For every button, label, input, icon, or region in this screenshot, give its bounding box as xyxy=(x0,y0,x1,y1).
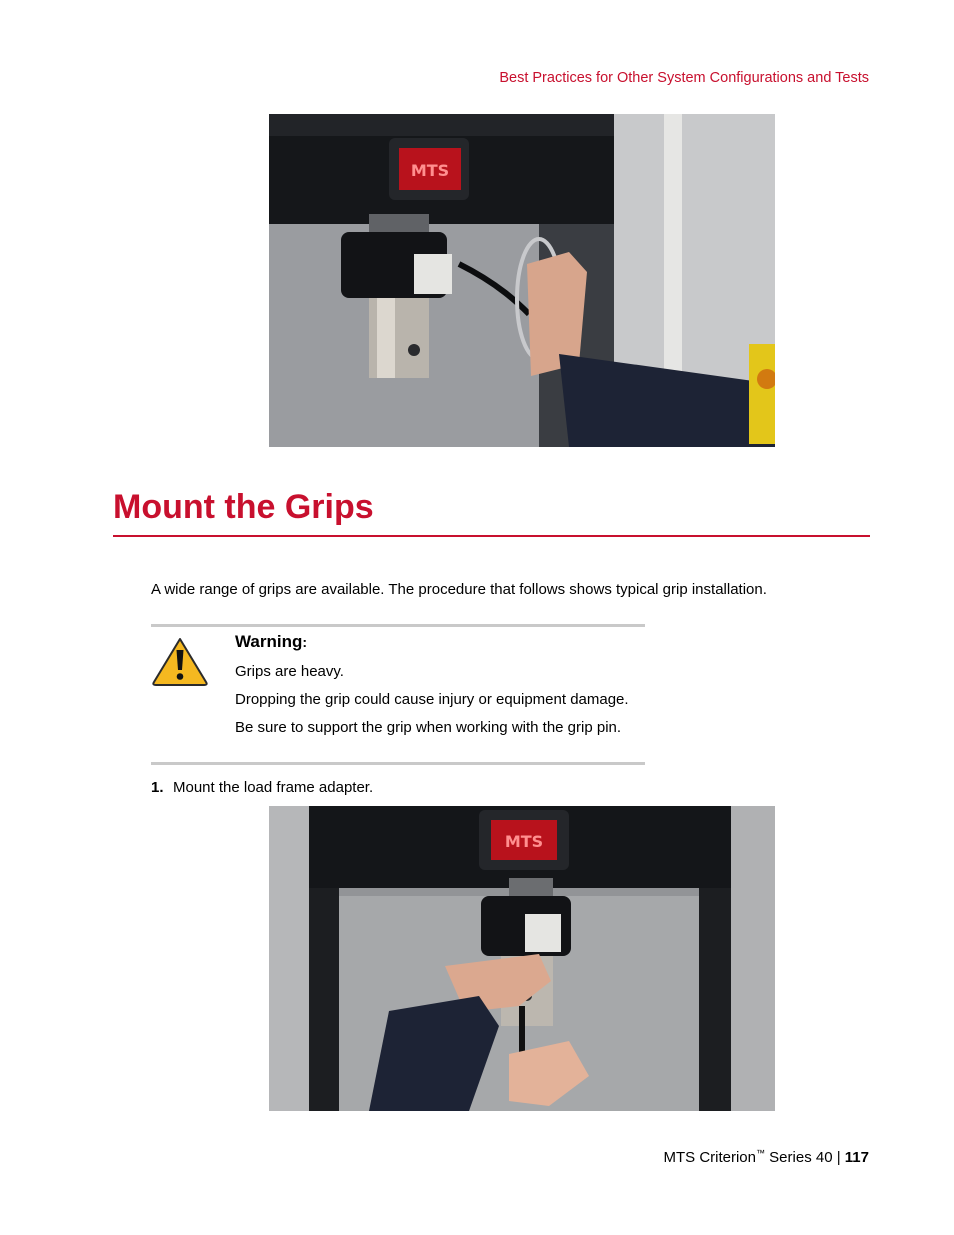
footer-series: Series 40 xyxy=(769,1149,833,1166)
warning-label xyxy=(235,632,307,652)
load-cell-photo xyxy=(269,114,775,447)
section-title: Mount the Grips xyxy=(113,488,374,526)
warning-line-1: Grips are heavy. xyxy=(235,663,344,680)
warning-bottom-rule xyxy=(151,762,645,765)
step-number: 1. xyxy=(151,779,164,796)
trademark-symbol: ™ xyxy=(756,1148,765,1158)
page-footer xyxy=(663,1148,869,1166)
mts-logo-text-2: MTS xyxy=(504,832,544,851)
warning-line-2: Dropping the grip could cause injury or equipment damage. xyxy=(235,691,629,708)
warning-line-3: Be sure to support the grip when working with the grip pin. xyxy=(235,719,622,736)
step-item xyxy=(151,779,373,796)
step-text: Mount the load frame adapter. xyxy=(173,779,374,796)
mts-logo-text: MTS xyxy=(410,161,450,180)
page-number: 117 xyxy=(844,1149,869,1166)
adapter-mount-photo-drawing xyxy=(269,806,775,1111)
footer-product: MTS Criterion xyxy=(663,1149,756,1166)
warning-label-text: Warning xyxy=(235,632,303,651)
warning-top-rule xyxy=(151,624,645,627)
intro-paragraph: A wide range of grips are available. The procedure that follows shows typical grip installation. xyxy=(151,581,767,598)
adapter-mount-photo xyxy=(269,806,775,1111)
running-header: Best Practices for Other System Configurations and Tests xyxy=(499,70,869,86)
footer-separator: | xyxy=(836,1149,841,1166)
title-rule xyxy=(113,535,870,537)
load-cell-photo-drawing xyxy=(269,114,775,447)
warning-triangle-icon xyxy=(151,636,209,686)
warning-label-colon: : xyxy=(302,634,308,650)
